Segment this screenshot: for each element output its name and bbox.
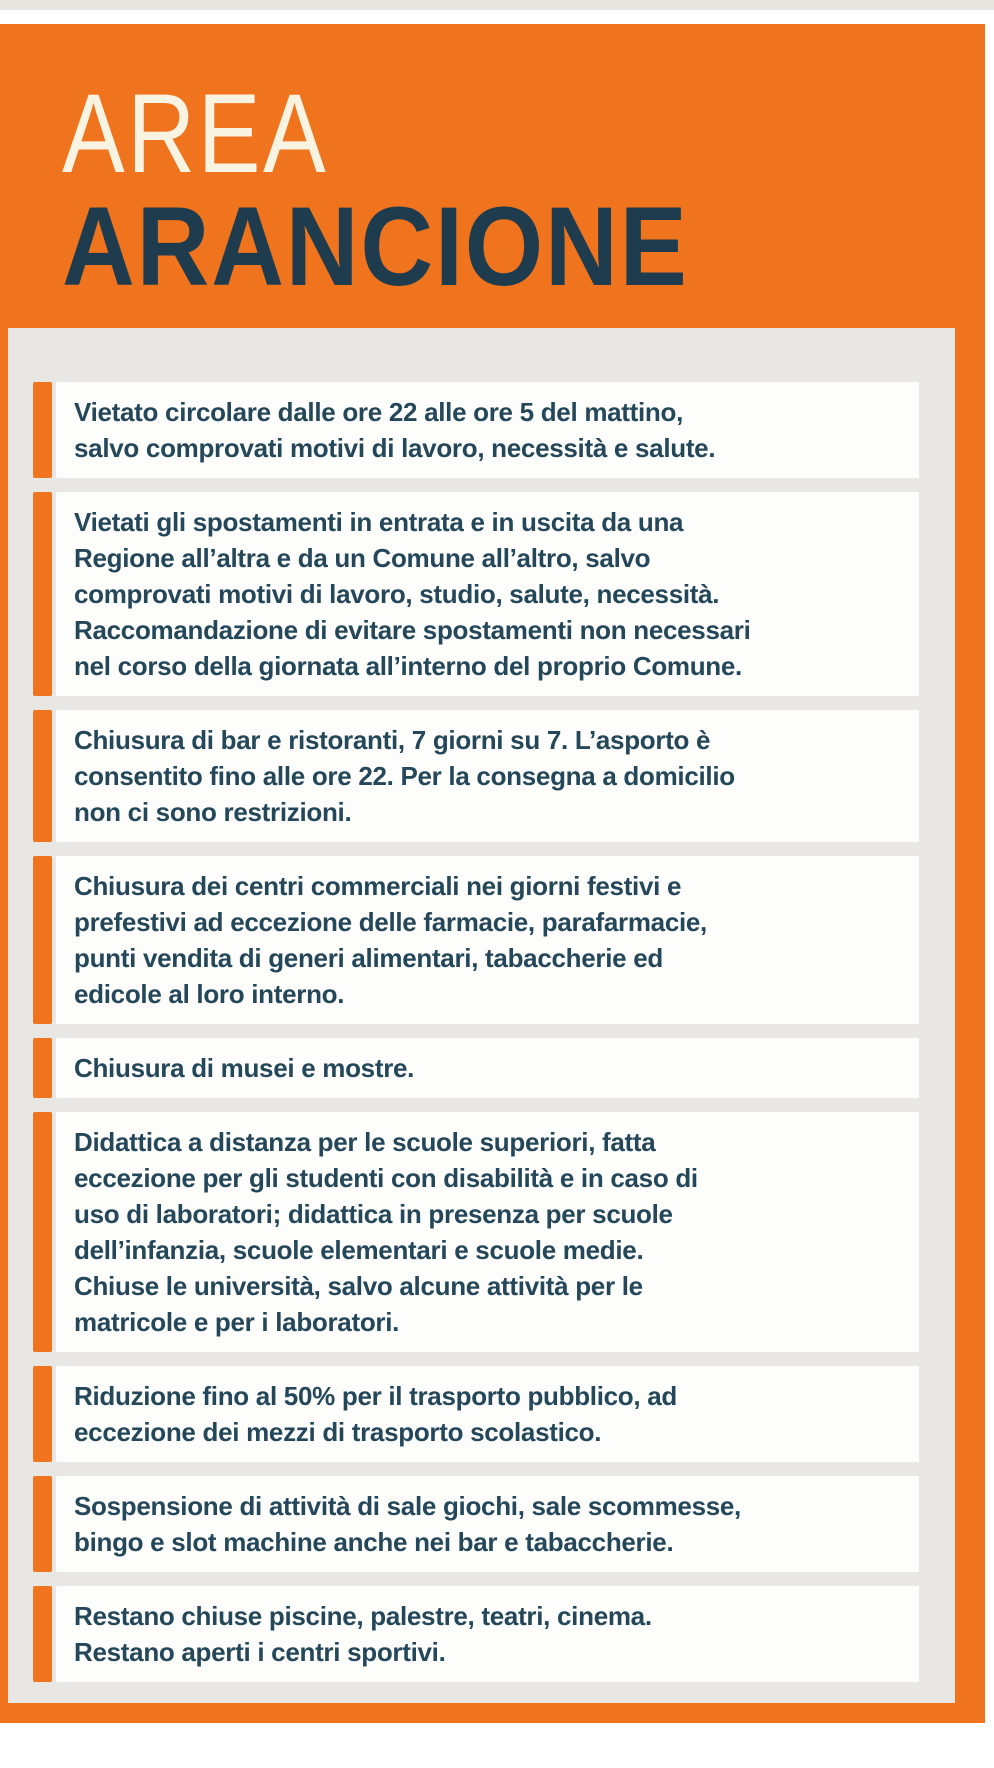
- rule-accent-bar: [33, 1112, 52, 1352]
- rule-text-line: comprovati motivi di lavoro, studio, salute, necessità.: [74, 579, 720, 609]
- rule-text-line: Chiusura di bar e ristoranti, 7 giorni su 7. L’asporto è: [74, 725, 711, 755]
- rule-text-line: matricole e per i laboratori.: [74, 1307, 400, 1337]
- rule-text-line: Regione all’altra e da un Comune all’altro, salvo: [74, 543, 651, 573]
- rule-card: [56, 1366, 919, 1462]
- rule-accent-bar: [33, 1586, 52, 1682]
- rule-text-line: dell’infanzia, scuole elementari e scuole medie.: [74, 1235, 644, 1265]
- rule-item-travel: [33, 492, 919, 696]
- rule-text-line: punti vendita di generi alimentari, tabaccherie ed: [74, 943, 663, 973]
- rule-accent-bar: [33, 1476, 52, 1572]
- rule-card: [56, 1038, 919, 1098]
- poster-frame: [0, 24, 985, 1723]
- rule-text-line: prefestivi ad eccezione delle farmacie, parafarmacie,: [74, 907, 707, 937]
- rule-card: [56, 856, 919, 1024]
- rule-text-line: Chiusura dei centri commerciali nei giorni festivi e: [74, 871, 682, 901]
- poster-title-arancione: ARANCIONE: [62, 184, 689, 309]
- rule-accent-bar: [33, 856, 52, 1024]
- rule-text-line: consentito fino alle ore 22. Per la consegna a domicilio: [74, 761, 735, 791]
- rule-item-curfew: [33, 382, 919, 478]
- rule-text-line: Sospensione di attività di sale giochi, sale scommesse,: [74, 1491, 741, 1521]
- rule-accent-bar: [33, 710, 52, 842]
- poster-title-area: AREA: [62, 71, 329, 196]
- rule-text-line: eccezione dei mezzi di trasporto scolastico.: [74, 1417, 602, 1447]
- rule-text-line: Chiusura di musei e mostre.: [74, 1053, 415, 1083]
- rule-accent-bar: [33, 1038, 52, 1098]
- rule-text-line: nel corso della giornata all’interno del proprio Comune.: [74, 651, 742, 681]
- rule-text-line: Restano aperti i centri sportivi.: [74, 1637, 446, 1667]
- rule-card: [56, 492, 919, 696]
- page-top-strip: [0, 0, 994, 10]
- rule-item-bars-restaurants: [33, 710, 919, 842]
- rule-text-line: non ci sono restrizioni.: [74, 797, 352, 827]
- rule-card: [56, 1476, 919, 1572]
- rule-item-schools: [33, 1112, 919, 1352]
- rule-card: [56, 710, 919, 842]
- rule-text-line: Vietati gli spostamenti in entrata e in uscita da una: [74, 507, 684, 537]
- rule-accent-bar: [33, 1366, 52, 1462]
- rule-card: [56, 1586, 919, 1682]
- rule-accent-bar: [33, 382, 52, 478]
- rule-text-line: Raccomandazione di evitare spostamenti non necessari: [74, 615, 751, 645]
- rule-item-sports: [33, 1586, 919, 1682]
- rule-text-line: Vietato circolare dalle ore 22 alle ore 5 del mattino,: [74, 397, 684, 427]
- rule-item-museums: [33, 1038, 919, 1098]
- rule-text-line: bingo e slot machine anche nei bar e tabaccherie.: [74, 1527, 674, 1557]
- rule-text-line: salvo comprovati motivi di lavoro, necessità e salute.: [74, 433, 716, 463]
- rule-text-line: Didattica a distanza per le scuole superiori, fatta: [74, 1127, 656, 1157]
- rule-text-line: Chiuse le università, salvo alcune attività per le: [74, 1271, 643, 1301]
- rule-text-line: uso di laboratori; didattica in presenza per scuole: [74, 1199, 673, 1229]
- rule-accent-bar: [33, 492, 52, 696]
- rule-text-line: Riduzione fino al 50% per il trasporto pubblico, ad: [74, 1381, 677, 1411]
- rule-card: [56, 1112, 919, 1352]
- rule-item-malls: [33, 856, 919, 1024]
- poster-header: [0, 24, 985, 328]
- rule-text-line: Restano chiuse piscine, palestre, teatri, cinema.: [74, 1601, 652, 1631]
- rules-panel: [8, 328, 955, 1703]
- rule-item-transport: [33, 1366, 919, 1462]
- rule-text-line: edicole al loro interno.: [74, 979, 345, 1009]
- rule-item-gaming: [33, 1476, 919, 1572]
- rule-card: [56, 382, 919, 478]
- rule-text-line: eccezione per gli studenti con disabilità e in caso di: [74, 1163, 698, 1193]
